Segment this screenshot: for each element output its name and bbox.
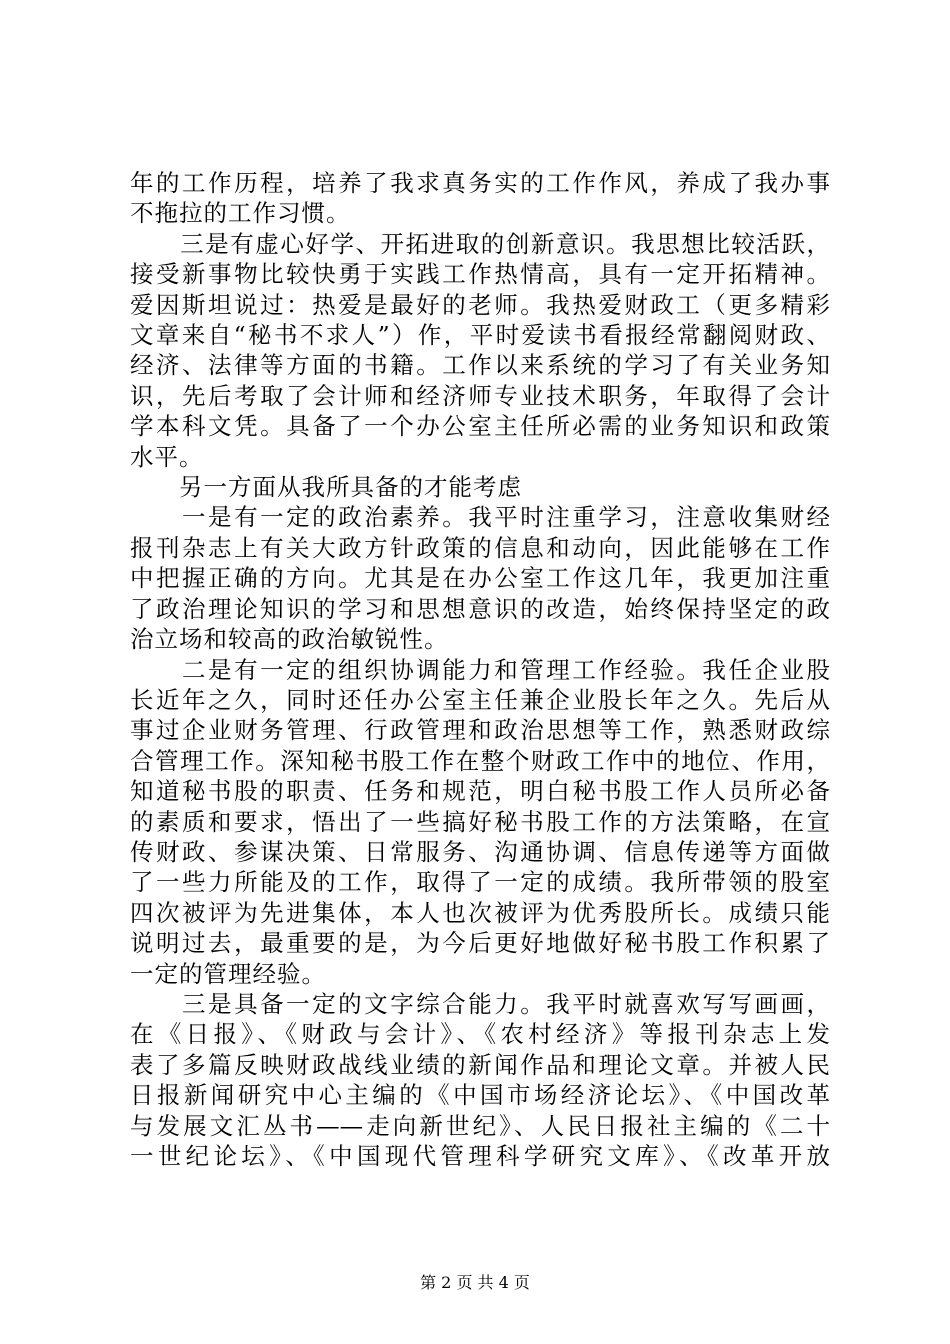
text-line: 日报新闻研究中心主编的《中国市场经济论坛》、《中国改革 xyxy=(130,1081,830,1110)
page-footer: 第 2 页 共 4 页 xyxy=(420,1273,530,1292)
text-line: 中把握正确的方向。尤其是在办公室工作这几年，我更加注重 xyxy=(130,564,830,593)
text-line: 长近年之久，同时还任办公室主任兼企业股长年之久。先后从 xyxy=(130,685,830,714)
text-line: 另一方面从我所具备的才能考虑 xyxy=(130,473,522,502)
text-line: 不拖拉的工作习惯。 xyxy=(130,199,351,228)
text-line: 了一些力所能及的工作，取得了一定的成绩。我所带领的股室 xyxy=(130,868,830,897)
text-line: 年的工作历程，培养了我求真务实的工作作风，养成了我办事 xyxy=(130,169,830,197)
text-line: 水平。 xyxy=(130,442,204,471)
text-line: 经济、法律等方面的书籍。工作以来系统的学习了有关业务知 xyxy=(130,351,830,380)
text-line: 合管理工作。深知秘书股工作在整个财政工作中的地位、作用， xyxy=(130,746,830,775)
text-line: 说明过去，最重要的是，为今后更好地做好秘书股工作积累了 xyxy=(130,929,830,958)
text-line: 在《日报》、《财政与会计》、《农村经济》等报刊杂志上发 xyxy=(130,1020,830,1049)
text-line: 的素质和要求，悟出了一些搞好秘书股工作的方法策略，在宣 xyxy=(130,807,830,836)
text-line: 三是具备一定的文字综合能力。我平时就喜欢写写画画， xyxy=(130,989,830,1018)
document-body xyxy=(130,168,830,1171)
text-line: 识，先后考取了会计师和经济师专业技术职务，年取得了会计 xyxy=(130,381,830,410)
text-line: 事过企业财务管理、行政管理和政治思想等工作，熟悉财政综 xyxy=(130,716,830,745)
text-line: 知道秘书股的职责、任务和规范，明白秘书股工作人员所必备 xyxy=(130,777,830,806)
text-line: 一定的管理经验。 xyxy=(130,959,326,988)
text-line: 爱因斯坦说过：热爱是最好的老师。我热爱财政工（更多精彩 xyxy=(130,290,830,319)
text-line: 治立场和较高的政治敏锐性。 xyxy=(130,625,449,654)
text-line: 传财政、参谋决策、日常服务、沟通协调、信息传递等方面做 xyxy=(130,837,830,866)
text-line: 接受新事物比较快勇于实践工作热情高，具有一定开拓精神。 xyxy=(130,260,830,289)
text-line: 文章来自“秘书不求人”）作，平时爱读书看报经常翻阅财政、 xyxy=(130,321,830,350)
text-line: 三是有虚心好学、开拓进取的创新意识。我思想比较活跃， xyxy=(130,229,830,258)
text-line: 了政治理论知识的学习和思想意识的改造，始终保持坚定的政 xyxy=(130,594,830,623)
text-line: 报刊杂志上有关大政方针政策的信息和动向，因此能够在工作 xyxy=(130,533,830,562)
text-line: 与发展文汇丛书——走向新世纪》、人民日报社主编的《二十 xyxy=(130,1111,830,1140)
text-line: 一世纪论坛》、《中国现代管理科学研究文库》、《改革开放 xyxy=(130,1142,830,1170)
text-line: 二是有一定的组织协调能力和管理工作经验。我任企业股 xyxy=(130,655,830,684)
text-line: 四次被评为先进集体，本人也次被评为优秀股所长。成绩只能 xyxy=(130,898,830,927)
text-line: 学本科文凭。具备了一个办公室主任所必需的业务知识和政策 xyxy=(130,412,830,441)
text-line: 表了多篇反映财政战线业绩的新闻作品和理论文章。并被人民 xyxy=(130,1050,830,1079)
text-line: 一是有一定的政治素养。我平时注重学习，注意收集财经 xyxy=(130,503,830,532)
